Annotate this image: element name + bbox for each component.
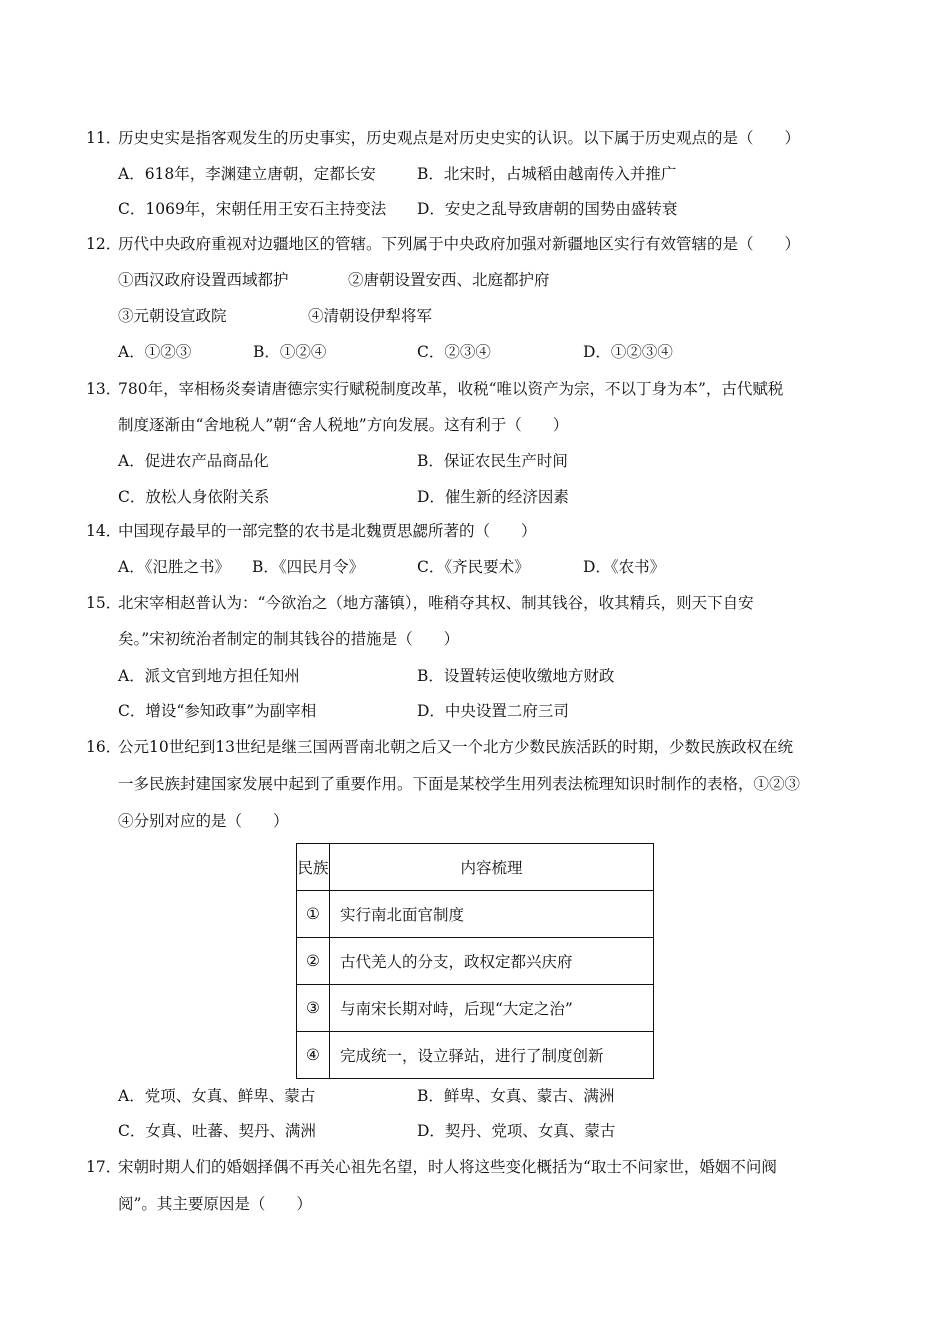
option-c: C．《齐民要术》: [417, 558, 530, 576]
question-stem-line-2: 制度逐渐由“舍地税人”朝“舍人税地”方向发展。这有利于（ ）: [118, 416, 569, 434]
option-d: D．①②③④: [583, 343, 673, 361]
question-number: 15．: [86, 594, 122, 612]
table-cell: 完成统一，设立驿站，进行了制度创新: [330, 1032, 654, 1079]
option-c: C．1069年，宋朝任用王安石主持变法: [118, 200, 387, 218]
table-cell: ①: [297, 891, 330, 938]
option-a: A．派文官到地方担任知州: [118, 667, 300, 685]
option-b: B．《四民月令》: [252, 558, 365, 576]
option-c: C．②③④: [417, 343, 491, 361]
ethnic-groups-table: [296, 843, 654, 1079]
table-row: [297, 938, 654, 985]
statement-1: ①西汉政府设置西域都护: [118, 271, 289, 289]
table-header-cell: 内容梳理: [330, 844, 654, 891]
option-a: A．①②③: [118, 343, 192, 361]
statement-3: ③元朝设宣政院: [118, 307, 227, 325]
table-row: [297, 1032, 654, 1079]
option-c: C．增设“参知政事”为副宰相: [118, 702, 317, 720]
statement-2: ②唐朝设置安西、北庭都护府: [348, 271, 550, 289]
question-stem-line-3: ④分别对应的是（ ）: [118, 812, 289, 830]
option-d: D．《农书》: [583, 558, 666, 576]
question-stem: 公元10世纪到13世纪是继三国两晋南北朝之后又一个北方少数民族活跃的时期，少数民族政权在统: [118, 738, 793, 756]
question-number: 13．: [86, 380, 122, 398]
table-row: [297, 891, 654, 938]
question-number: 11．: [86, 129, 122, 147]
table-header-row: [297, 844, 654, 891]
question-stem: 中国现存最早的一部完整的农书是北魏贾思勰所著的（ ）: [118, 522, 537, 540]
table-cell: 实行南北面官制度: [330, 891, 654, 938]
option-a: A．促进农产品商品化: [118, 452, 269, 470]
question-stem: 宋朝时期人们的婚姻择偶不再关心祖先名望，时人将这些变化概括为“取士不问家世，婚姻不问阀: [118, 1158, 777, 1176]
table-cell: ④: [297, 1032, 330, 1079]
table-cell: 古代羌人的分支，政权定都兴庆府: [330, 938, 654, 985]
option-a: A．618年，李渊建立唐朝，定都长安: [118, 165, 376, 183]
option-d: D．安史之乱导致唐朝的国势由盛转衰: [417, 200, 678, 218]
option-b: B．鲜卑、女真、蒙古、满洲: [417, 1087, 615, 1105]
option-b: B．北宋时，占城稻由越南传入并推广: [417, 165, 677, 183]
table-cell: 与南宋长期对峙，后现“大定之治”: [330, 985, 654, 1032]
question-number: 14．: [86, 522, 122, 540]
option-b: B．①②④: [253, 343, 327, 361]
question-number: 12．: [86, 235, 122, 253]
table-header-cell: 民族: [297, 844, 330, 891]
question-stem: 历史史实是指客观发生的历史事实，历史观点是对历史史实的认识。以下属于历史观点的是（ ）: [118, 129, 801, 147]
option-d: D．契丹、党项、女真、蒙古: [417, 1122, 616, 1140]
question-number: 17．: [86, 1158, 122, 1176]
question-number: 16．: [86, 738, 122, 756]
table-cell: ②: [297, 938, 330, 985]
option-b: B．保证农民生产时间: [417, 452, 568, 470]
option-d: D．中央设置二府三司: [417, 702, 569, 720]
option-c: C．放松人身依附关系: [118, 488, 270, 506]
option-a: A．党项、女真、鲜卑、蒙古: [118, 1087, 316, 1105]
question-stem: 北宋宰相赵普认为：“今欲治之（地方藩镇），唯稍夺其权、制其钱谷，收其精兵，则天下自安: [118, 594, 754, 612]
table-cell: ③: [297, 985, 330, 1032]
question-stem-line-2: 一多民族封建国家发展中起到了重要作用。下面是某校学生用列表法梳理知识时制作的表格，①②③: [118, 775, 801, 793]
option-a: A．《氾胜之书》: [118, 558, 230, 576]
option-d: D．催生新的经济因素: [417, 488, 569, 506]
option-b: B．设置转运使收缴地方财政: [417, 667, 615, 685]
table-row: [297, 985, 654, 1032]
question-stem: 780年，宰相杨炎奏请唐德宗实行赋税制度改革，收税“唯以资产为宗，不以丁身为本”，古代赋税: [118, 380, 784, 398]
question-stem-line-2: 阅”。其主要原因是（ ）: [118, 1195, 312, 1213]
question-stem: 历代中央政府重视对边疆地区的管辖。下列属于中央政府加强对新疆地区实行有效管辖的是（ ）: [118, 235, 801, 253]
question-stem-line-2: 矣。”宋初统治者制定的制其钱谷的措施是（ ）: [118, 630, 460, 648]
option-c: C．女真、吐蕃、契丹、满洲: [118, 1122, 316, 1140]
statement-4: ④清朝设伊犁将军: [308, 307, 433, 325]
